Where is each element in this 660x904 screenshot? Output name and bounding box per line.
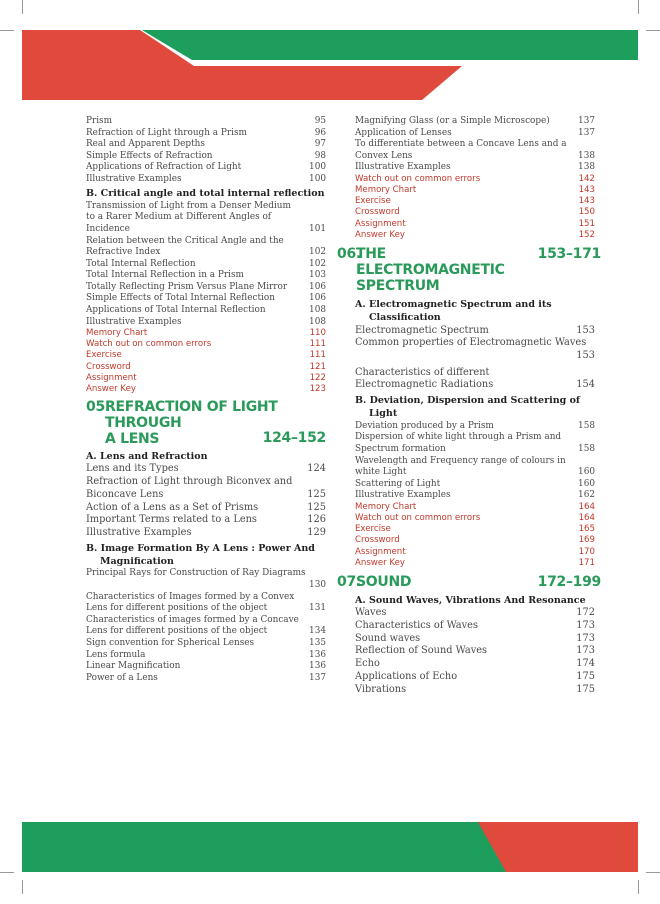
toc-extra-link[interactable] bbox=[355, 513, 595, 524]
toc-entry[interactable] bbox=[355, 633, 595, 646]
toc-entry-page: 171 bbox=[578, 557, 595, 568]
toc-entry[interactable] bbox=[355, 607, 595, 620]
chapter-7-heading[interactable] bbox=[337, 574, 601, 590]
toc-entry-page: 173 bbox=[576, 619, 595, 631]
toc-entry-label: Application of Lenses bbox=[355, 127, 452, 138]
toc-entry[interactable] bbox=[355, 162, 595, 174]
toc-entry[interactable] bbox=[86, 139, 326, 151]
toc-entry-label: Totally Reflecting Prism Versus Plane Mirror bbox=[86, 281, 288, 292]
toc-entry-page: 100 bbox=[309, 162, 326, 173]
toc-entry-label: Characteristics of Images formed by a Convex Lens for different positions of the object bbox=[86, 591, 295, 614]
toc-entry-page: 103 bbox=[309, 270, 326, 281]
toc-extra-link[interactable] bbox=[355, 174, 595, 185]
toc-extra-link[interactable] bbox=[355, 502, 595, 513]
toc-entry-page: 152 bbox=[578, 229, 595, 240]
toc-entry[interactable] bbox=[355, 456, 595, 479]
toc-entry-label: Watch out on common errors bbox=[355, 513, 481, 523]
toc-entry-label: Electromagnetic Spectrum bbox=[355, 324, 489, 336]
toc-entry-label: Echo bbox=[355, 658, 380, 670]
toc-entry[interactable] bbox=[86, 201, 326, 236]
crop-mark bbox=[22, 0, 23, 14]
toc-entry[interactable] bbox=[355, 620, 595, 633]
toc-entry-label: Applications of Total Internal Reflection bbox=[86, 304, 266, 315]
toc-entry-page: 174 bbox=[576, 658, 595, 670]
toc-entry[interactable] bbox=[86, 162, 326, 174]
toc-entry[interactable] bbox=[355, 658, 595, 671]
toc-entry-label: Refraction of Light through Biconvex and Biconcave Lens bbox=[86, 476, 293, 500]
toc-group bbox=[355, 607, 595, 696]
toc-entry-page: 153 bbox=[576, 349, 595, 361]
toc-entry-label: Principal Rays for Construction of Ray Diagrams bbox=[86, 568, 306, 579]
toc-entry[interactable] bbox=[355, 479, 595, 491]
crop-mark bbox=[0, 30, 14, 31]
chapter-page-range: 124–152 bbox=[262, 430, 326, 447]
toc-entry[interactable] bbox=[355, 671, 595, 684]
toc-entry-page: 158 bbox=[578, 443, 595, 454]
toc-entry-page: 169 bbox=[578, 535, 595, 546]
toc-entry-page: 131 bbox=[309, 603, 326, 614]
toc-entry-page: 173 bbox=[576, 645, 595, 657]
chapter-number: 05. bbox=[86, 399, 110, 416]
toc-entry-label: Exercise bbox=[355, 196, 391, 207]
toc-entry-label: Assignment bbox=[355, 218, 406, 229]
toc-group bbox=[355, 421, 595, 502]
toc-entry-label: Wavelength and Frequency range of colours in white Light bbox=[355, 455, 566, 478]
toc-entry-page: 151 bbox=[578, 218, 595, 229]
toc-entry-label: Deviation produced by a Prism bbox=[355, 420, 494, 431]
toc-entry-label: Applications of Echo bbox=[355, 670, 458, 682]
toc-entry[interactable] bbox=[355, 337, 595, 362]
chapter-title: A LENS bbox=[105, 431, 160, 448]
crop-mark bbox=[646, 872, 660, 873]
toc-entry-page: 158 bbox=[578, 420, 595, 431]
toc-entry-label: Vibrations bbox=[355, 683, 407, 695]
toc-entry-label: Reflection of Sound Waves bbox=[355, 645, 488, 657]
toc-entry-label: Watch out on common errors bbox=[355, 173, 481, 184]
toc-entry[interactable] bbox=[86, 151, 326, 163]
toc-group bbox=[355, 502, 595, 569]
banner-green-stripe bbox=[142, 30, 638, 60]
toc-entry-page: 154 bbox=[576, 379, 595, 391]
toc-entry[interactable] bbox=[86, 282, 326, 294]
toc-entry-page: 162 bbox=[578, 490, 595, 501]
toc-entry[interactable] bbox=[355, 432, 595, 455]
section-heading: B. Critical angle and total internal reflection bbox=[86, 188, 325, 200]
bottom-banner bbox=[22, 822, 638, 872]
toc-entry-page: 160 bbox=[578, 478, 595, 489]
toc-entry-label: Applications of Refraction of Light bbox=[86, 162, 242, 173]
banner-green-shape bbox=[22, 822, 522, 872]
toc-group bbox=[86, 116, 326, 185]
toc-entry-page: 111 bbox=[309, 350, 326, 361]
toc-entry[interactable] bbox=[86, 673, 326, 685]
crop-mark bbox=[22, 880, 23, 894]
toc-entry-page: 134 bbox=[309, 626, 326, 637]
toc-extra-link[interactable] bbox=[355, 547, 595, 558]
toc-extra-link[interactable] bbox=[86, 350, 326, 361]
toc-entry[interactable] bbox=[86, 476, 326, 501]
crop-mark bbox=[638, 880, 639, 894]
toc-entry-label: Sound waves bbox=[355, 632, 421, 644]
toc-entry-page: 106 bbox=[309, 281, 326, 292]
toc-group bbox=[355, 174, 595, 241]
toc-extra-link[interactable] bbox=[86, 328, 326, 339]
toc-group bbox=[86, 328, 326, 395]
toc-group bbox=[355, 116, 595, 174]
toc-entry-label: Memory Chart bbox=[355, 501, 417, 512]
toc-entry-page: 108 bbox=[309, 316, 326, 327]
toc-entry-label: Answer Key bbox=[86, 383, 136, 394]
toc-entry[interactable] bbox=[355, 645, 595, 658]
toc-entry-page: 101 bbox=[309, 223, 326, 234]
toc-entry-page: 95 bbox=[314, 116, 326, 126]
toc-entry-page: 175 bbox=[576, 683, 595, 695]
toc-entry[interactable] bbox=[86, 592, 326, 615]
toc-extra-link[interactable] bbox=[86, 384, 326, 395]
toc-entry-label: Exercise bbox=[86, 350, 122, 361]
toc-entry[interactable] bbox=[355, 325, 595, 338]
chapter-title: REFRACTION OF LIGHT THROUGH bbox=[105, 399, 278, 432]
toc-entry-label: Power of a Lens bbox=[86, 672, 158, 683]
crop-mark bbox=[0, 872, 14, 873]
toc-entry-label: Important Terms related to a Lens bbox=[86, 514, 257, 526]
toc-entry-page: 136 bbox=[309, 661, 326, 672]
toc-extra-link[interactable] bbox=[355, 524, 595, 535]
toc-entry-label: Magnifying Glass (or a Simple Microscope) bbox=[355, 116, 550, 126]
toc-entry-page: 123 bbox=[309, 383, 326, 394]
toc-entry-page: 138 bbox=[578, 150, 595, 161]
toc-entry[interactable] bbox=[86, 514, 326, 527]
toc-entry[interactable] bbox=[86, 650, 326, 662]
toc-entry-page: 100 bbox=[309, 173, 326, 184]
section-heading: A. Sound Waves, Vibrations And Resonance bbox=[355, 594, 586, 606]
toc-entry-page: 173 bbox=[576, 632, 595, 644]
toc-entry-page: 143 bbox=[578, 196, 595, 207]
toc-entry[interactable] bbox=[86, 568, 326, 591]
toc-entry-label: To differentiate between a Concave Lens and a Convex Lens bbox=[355, 139, 567, 161]
toc-entry-label: Real and Apparent Depths bbox=[86, 139, 205, 150]
section-heading: B. Image Formation By A Lens : Power And Magnification bbox=[86, 542, 315, 568]
toc-entry-label: Crossword bbox=[86, 361, 131, 372]
toc-entry-page: 125 bbox=[307, 501, 326, 513]
toc-entry-page: 150 bbox=[578, 207, 595, 218]
toc-entry-page: 137 bbox=[309, 672, 326, 683]
toc-group bbox=[355, 325, 595, 393]
chapter-number: 06. bbox=[337, 245, 361, 262]
crop-mark bbox=[646, 30, 660, 31]
toc-entry-page: 135 bbox=[309, 637, 326, 648]
section-heading: B. Deviation, Dispersion and Scattering of Light bbox=[355, 395, 580, 420]
toc-group bbox=[86, 463, 326, 539]
chapter-title: SOUND bbox=[356, 573, 412, 590]
toc-entry-page: 110 bbox=[309, 328, 326, 339]
toc-entry[interactable] bbox=[355, 116, 595, 128]
toc-entry[interactable] bbox=[86, 259, 326, 271]
banner-red-shape bbox=[478, 822, 638, 872]
toc-entry[interactable] bbox=[86, 270, 326, 282]
toc-entry-label: Memory Chart bbox=[355, 185, 417, 196]
toc-entry-page: 106 bbox=[309, 293, 326, 304]
toc-entry[interactable] bbox=[86, 236, 326, 259]
toc-entry-label: Refraction of Light through a Prism bbox=[86, 127, 247, 138]
top-banner bbox=[22, 30, 638, 100]
toc-entry[interactable] bbox=[86, 174, 326, 186]
toc-entry-page: 137 bbox=[578, 127, 595, 138]
toc-entry-label: Illustrative Examples bbox=[86, 527, 192, 539]
toc-entry-page: 175 bbox=[576, 670, 595, 682]
toc-entry-label: Assignment bbox=[355, 546, 406, 557]
toc-entry[interactable] bbox=[86, 317, 326, 329]
toc-entry-label: Relation between the Critical Angle and the Refractive Index bbox=[86, 235, 284, 258]
toc-extra-link[interactable] bbox=[355, 185, 595, 196]
toc-entry-page: 137 bbox=[578, 116, 595, 126]
toc-entry-page: 122 bbox=[309, 372, 326, 383]
toc-entry-page: 97 bbox=[314, 139, 326, 150]
toc-entry-label: Exercise bbox=[355, 524, 391, 535]
toc-entry[interactable] bbox=[86, 527, 326, 540]
toc-entry-page: 165 bbox=[578, 524, 595, 535]
toc-entry-page: 130 bbox=[309, 580, 326, 591]
toc-entry[interactable] bbox=[86, 305, 326, 317]
toc-entry-label: Illustrative Examples bbox=[86, 316, 182, 327]
toc-group bbox=[86, 568, 326, 684]
toc-extra-link[interactable] bbox=[355, 230, 595, 241]
toc-extra-link[interactable] bbox=[86, 362, 326, 373]
toc-group bbox=[86, 201, 326, 328]
toc-entry-label: Common properties of Electromagnetic Waves bbox=[355, 337, 587, 349]
toc-entry-label: Watch out on common errors bbox=[86, 339, 212, 350]
toc-entry-label: Illustrative Examples bbox=[355, 490, 451, 501]
section-heading: A. Electromagnetic Spectrum and its Classification bbox=[355, 298, 552, 324]
toc-entry-label: Simple Effects of Total Internal Reflection bbox=[86, 293, 275, 304]
toc-entry-label: Sign convention for Spherical Lenses bbox=[86, 637, 255, 648]
toc-entry-page: 136 bbox=[309, 649, 326, 660]
chapter-title: THE ELECTROMAGNETIC SPECTRUM bbox=[356, 245, 505, 294]
toc-entry-page: 142 bbox=[578, 173, 595, 184]
toc-left-column bbox=[86, 116, 326, 684]
chapter-6-heading[interactable] bbox=[337, 246, 601, 294]
toc-entry-label: Total Internal Reflection bbox=[86, 258, 196, 269]
chapter-page-range: 153–171 bbox=[537, 245, 601, 262]
chapter-page-range: 172–199 bbox=[537, 573, 601, 590]
toc-entry[interactable] bbox=[86, 116, 326, 128]
toc-entry-label: Characteristics of images formed by a Concave Lens for different positions of the object bbox=[86, 614, 299, 637]
toc-entry-page: 164 bbox=[578, 513, 595, 523]
toc-entry[interactable] bbox=[355, 421, 595, 433]
toc-right-column bbox=[337, 116, 601, 696]
toc-entry-page: 108 bbox=[309, 304, 326, 315]
toc-entry[interactable] bbox=[355, 490, 595, 502]
toc-entry-page: 164 bbox=[578, 501, 595, 512]
toc-extra-link[interactable] bbox=[355, 535, 595, 546]
toc-entry-label: Waves bbox=[355, 607, 387, 619]
toc-extra-link[interactable] bbox=[86, 373, 326, 384]
toc-entry-page: 111 bbox=[309, 339, 326, 350]
toc-entry-label: Illustrative Examples bbox=[86, 173, 182, 184]
toc-entry-label: Lens and its Types bbox=[86, 463, 179, 475]
toc-entry[interactable] bbox=[355, 684, 595, 697]
toc-entry-label: Illustrative Examples bbox=[355, 162, 451, 173]
toc-entry[interactable] bbox=[86, 638, 326, 650]
toc-entry-label: Characteristics of different Electromagnetic Radiations bbox=[355, 366, 494, 391]
toc-entry[interactable] bbox=[86, 293, 326, 305]
section-heading: A. Lens and Refraction bbox=[86, 451, 208, 463]
toc-entry-page: 121 bbox=[309, 361, 326, 372]
toc-entry-page: 102 bbox=[309, 247, 326, 258]
toc-extra-link[interactable] bbox=[355, 219, 595, 230]
toc-entry-page: 160 bbox=[578, 467, 595, 478]
toc-entry-page: 170 bbox=[578, 546, 595, 557]
toc-entry-label: Linear Magnification bbox=[86, 661, 181, 672]
toc-entry[interactable] bbox=[86, 463, 326, 476]
toc-entry-label: Crossword bbox=[355, 207, 400, 218]
toc-entry[interactable] bbox=[86, 502, 326, 515]
toc-entry[interactable] bbox=[86, 661, 326, 673]
toc-entry-page: 96 bbox=[314, 127, 326, 138]
toc-entry-label: Prism bbox=[86, 116, 113, 126]
toc-entry-page: 143 bbox=[578, 185, 595, 196]
toc-entry-label: Answer Key bbox=[355, 229, 405, 240]
toc-entry-label: Scattering of Light bbox=[355, 478, 441, 489]
chapter-number: 07. bbox=[337, 573, 361, 590]
toc-entry-label: Answer Key bbox=[355, 557, 405, 568]
toc-entry-page: 153 bbox=[576, 324, 595, 336]
toc-entry-page: 172 bbox=[576, 607, 595, 619]
toc-extra-link[interactable] bbox=[355, 196, 595, 207]
toc-entry-page: 102 bbox=[309, 258, 326, 269]
toc-entry[interactable] bbox=[355, 367, 595, 392]
toc-entry-page: 126 bbox=[307, 514, 326, 526]
toc-entry-label: Assignment bbox=[86, 372, 137, 383]
toc-entry-label: Crossword bbox=[355, 535, 400, 546]
toc-entry[interactable] bbox=[86, 615, 326, 638]
toc-entry-label: Transmission of Light from a Denser Medium to a Rarer Medium at Different Angles of Incidence bbox=[86, 200, 291, 234]
toc-entry-label: Total Internal Reflection in a Prism bbox=[86, 270, 244, 281]
toc-entry[interactable] bbox=[355, 128, 595, 140]
toc-entry-label: Lens formula bbox=[86, 649, 146, 660]
toc-entry-label: Dispersion of white light through a Prism and Spectrum formation bbox=[355, 432, 562, 454]
toc-entry-label: Memory Chart bbox=[86, 328, 148, 339]
toc-entry-label: Characteristics of Waves bbox=[355, 619, 478, 631]
toc-entry-label: Action of a Lens as a Set of Prisms bbox=[86, 501, 259, 513]
toc-extra-link[interactable] bbox=[355, 207, 595, 218]
toc-extra-link[interactable] bbox=[355, 558, 595, 569]
toc-extra-link[interactable] bbox=[86, 339, 326, 350]
toc-entry-page: 138 bbox=[578, 162, 595, 173]
toc-entry-page: 124 bbox=[307, 463, 326, 475]
toc-entry-page: 125 bbox=[307, 488, 326, 500]
toc-entry[interactable] bbox=[86, 128, 326, 140]
toc-entry-page: 129 bbox=[307, 527, 326, 539]
toc-entry-page: 98 bbox=[314, 150, 326, 161]
toc-entry-label: Simple Effects of Refraction bbox=[86, 150, 213, 161]
toc-entry[interactable] bbox=[355, 139, 595, 162]
crop-mark bbox=[638, 0, 639, 14]
